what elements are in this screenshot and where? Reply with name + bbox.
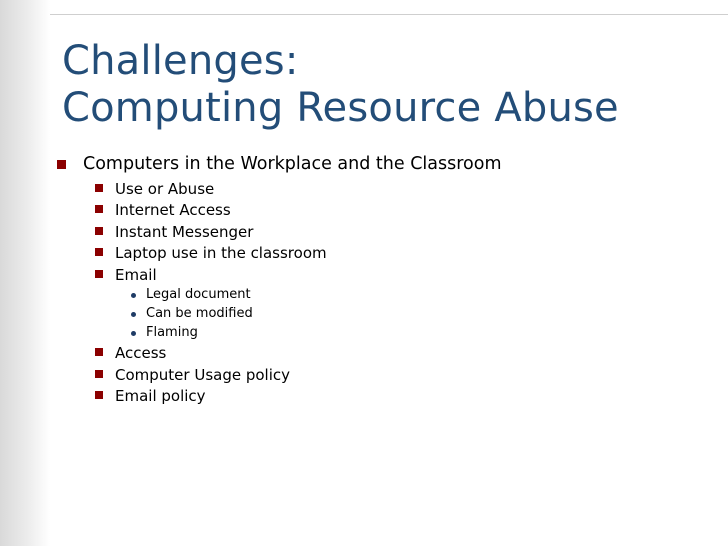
list-item-level2: Use or Abuse (115, 180, 215, 198)
square-bullet-icon (95, 348, 103, 356)
list-item-level1: Computers in the Workplace and the Classroom (83, 154, 502, 174)
list-item-level3: Flaming (146, 325, 198, 340)
list-item-level3: Legal document (146, 287, 251, 302)
list-item-level3: Can be modified (146, 306, 253, 321)
title-line-1: Challenges: (62, 38, 299, 84)
square-bullet-icon (95, 370, 103, 378)
list-item-level2: Email (115, 266, 157, 284)
square-bullet-icon (95, 391, 103, 399)
list-item-level2: Computer Usage policy (115, 366, 290, 384)
round-bullet-icon (131, 312, 136, 317)
square-bullet-icon (95, 248, 103, 256)
round-bullet-icon (131, 293, 136, 298)
list-item-level2: Email policy (115, 387, 206, 405)
top-divider (50, 14, 728, 15)
square-bullet-icon (95, 270, 103, 278)
list-item-level2: Laptop use in the classroom (115, 244, 327, 262)
list-item-level2: Internet Access (115, 201, 231, 219)
square-bullet-icon (95, 205, 103, 213)
title-line-2: Computing Resource Abuse (62, 85, 619, 131)
round-bullet-icon (131, 331, 136, 336)
list-item-level2: Instant Messenger (115, 223, 254, 241)
square-bullet-icon (95, 227, 103, 235)
left-gradient-band (0, 0, 50, 546)
slide-title (62, 38, 619, 132)
square-bullet-icon (95, 184, 103, 192)
list-item-level2: Access (115, 344, 167, 362)
square-bullet-icon (57, 160, 66, 169)
